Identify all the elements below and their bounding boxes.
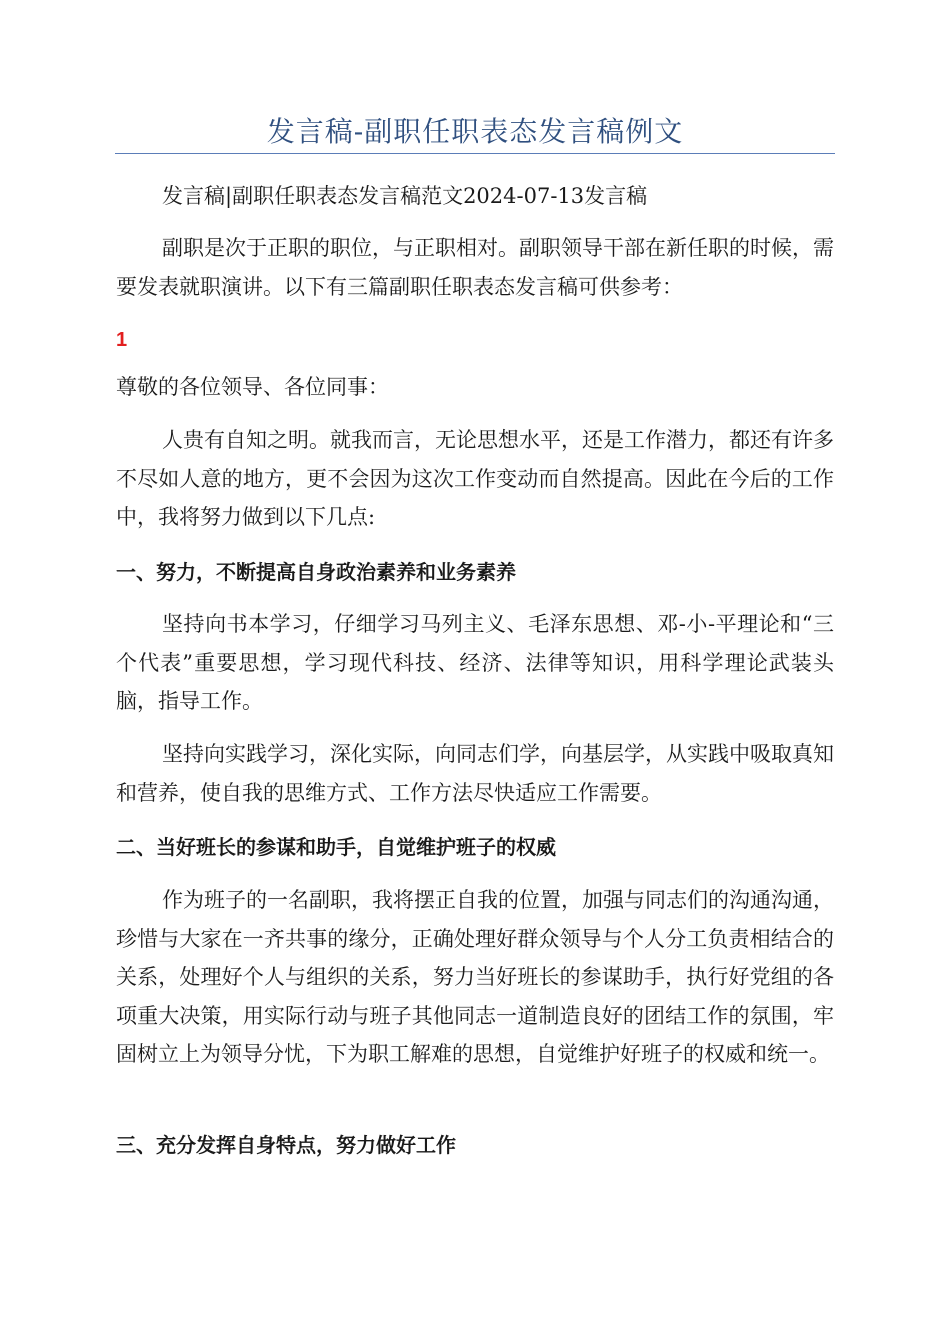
paragraph-2: 作为班子的一名副职，我将摆正自我的位置，加强与同志们的沟通沟通，珍惜与大家在一齐共事的缘分，正确处理好群众领导与个人分工负责相结合的关系，处理好个人与组织的关系，努力当好班长的参谋助手，执行好党组的各项重大决策，用实际行动与班子其他同志一道制造良好的团结工作的氛围，牢固树立上为领导分忧，下为职工解难的思想，自觉维护好班子的权威和统一。 — [116, 888, 834, 1066]
opening-paragraph: 人贵有自知之明。就我而言，无论思想水平，还是工作潜力，都还有许多不尽如人意的地方，更不会因为这次工作变动而自然提高。因此在今后的工作中，我将努力做到以下几点: — [116, 428, 834, 529]
meta-line: 发言稿|副职任职表态发言稿范文2024-07-13发言稿 — [162, 184, 648, 208]
section-number: 1 — [116, 329, 128, 351]
title-underline — [115, 153, 835, 154]
paragraph-1b: 坚持向实践学习，深化实际，向同志们学，向基层学，从实践中吸取真知和营养，使自我的思维方式、工作方法尽快适应工作需要。 — [116, 742, 834, 805]
document-title: 发言稿-副职任职表态发言稿例文 — [266, 115, 684, 148]
paragraph-1a: 坚持向书本学习，仔细学习马列主义、毛泽东思想、邓-小-平理论和“三个代表”重要思想，学习现代科技、经济、法律等知识，用科学理论武装头脑，指导工作。 — [116, 612, 834, 713]
heading-1: 一、努力，不断提高自身政治素养和业务素养 — [116, 560, 516, 584]
intro-paragraph: 副职是次于正职的职位，与正职相对。副职领导干部在新任职的时候，需要发表就职演讲。以下有三篇副职任职表态发言稿可供参考： — [116, 236, 834, 299]
heading-2: 二、当好班长的参谋和助手，自觉维护班子的权威 — [116, 835, 556, 859]
heading-3: 三、充分发挥自身特点，努力做好工作 — [116, 1133, 456, 1157]
salutation: 尊敬的各位领导、各位同事： — [116, 375, 389, 399]
